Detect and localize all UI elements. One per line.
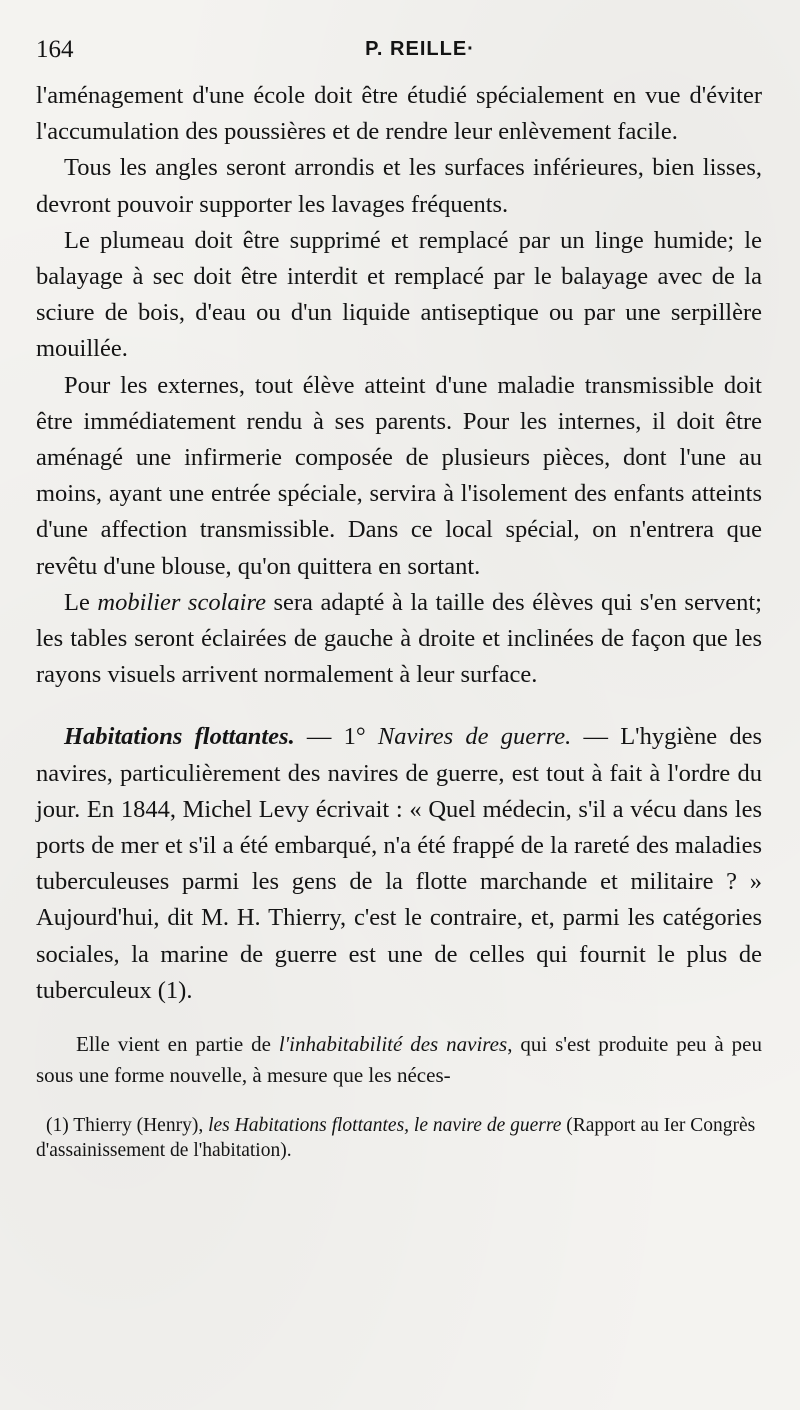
section-paragraph <box>36 719 762 1009</box>
footnote <box>36 1113 762 1163</box>
text-run: , qui s'est produite peu à peu sous une forme nouvelle, à mesure que les néces- <box>36 1032 762 1088</box>
small-paragraph <box>36 1029 762 1091</box>
paragraph: Pour les externes, tout élève atteint d'une maladie transmissible doit être immédiatement rendu à ses parents. Pour les internes, il doit être aménagé une infirmerie composée de plusieurs pièces, dont l'une au moins, ayant une entrée spéciale, servira à l'isolement des enfants atteints d'une affection transmissible. Dans ce local spécial, on n'entrera que revêtu d'une blouse, qu'on quittera en sortant. <box>36 371 762 580</box>
section-text: L'hygiène des navires, particulièrement des navires de guerre, est tout à fait à l'ordre du jour. En 1844, Michel Levy écrivait : « Quel médecin, s'il a vécu dans les ports de mer et s'il a été embarqué, n'a été frappé de la rareté des maladies tuberculeuses parmi les gens de la flotte marchande et militaire ? » Aujourd'hui, dit M. H. Thierry, c'est le contraire, et, parmi les catégories sociales, la marine de guerre est une de celles qui fournit le plus de tuberculeux (1). <box>36 723 763 1004</box>
emphasis: mobilier scolaire <box>97 588 266 616</box>
section-subtitle: Navires de guerre. <box>377 723 572 751</box>
running-head <box>36 36 764 68</box>
running-title: P. REILLE· <box>365 38 475 60</box>
section-gap <box>36 693 762 719</box>
body-text <box>36 78 762 1163</box>
paragraph: Le plumeau doit être supprimé et remplacé par un linge humide; le balayage à sec doit être interdit et remplacé par le balayage avec de la sciure de bois, d'eau ou d'un liquide antiseptique ou par une serpillère mouillée. <box>36 226 762 363</box>
emphasis: les Habitations flottantes, le navire de guerre <box>208 1115 562 1137</box>
page-number: 164 <box>36 36 74 63</box>
text-run: Elle vient en partie de <box>76 1032 279 1057</box>
text-run: sera adapté à la taille des élèves qui s'en servent; les tables seront éclairées de gauche à droite et inclinées de façon que les rayons visuels arrivent normalement à leur surface. <box>36 588 762 689</box>
emphasis: l'inhabitabilité des navires <box>278 1032 508 1057</box>
dash: — <box>571 723 621 751</box>
section-title: Habitations flottantes. <box>64 723 295 751</box>
dash: — <box>294 723 344 751</box>
paragraph: Tous les angles seront arrondis et les surfaces inférieures, bien lisses, devront pouvoir supporter les lavages fréquents. <box>36 154 762 218</box>
text-run: (1) Thierry (Henry), <box>46 1115 209 1137</box>
paragraph: l'aménagement d'une école doit être étudié spécialement en vue d'éviter l'accumulation des poussières et de rendre leur enlèvement facile. <box>36 82 762 146</box>
paragraph-mobilier <box>36 585 762 694</box>
text-run: Le <box>64 588 98 616</box>
text-run: (Rapport au Ier Congrès d'assainissement de l'habitation). <box>36 1115 756 1162</box>
section-number: 1° <box>343 723 366 751</box>
